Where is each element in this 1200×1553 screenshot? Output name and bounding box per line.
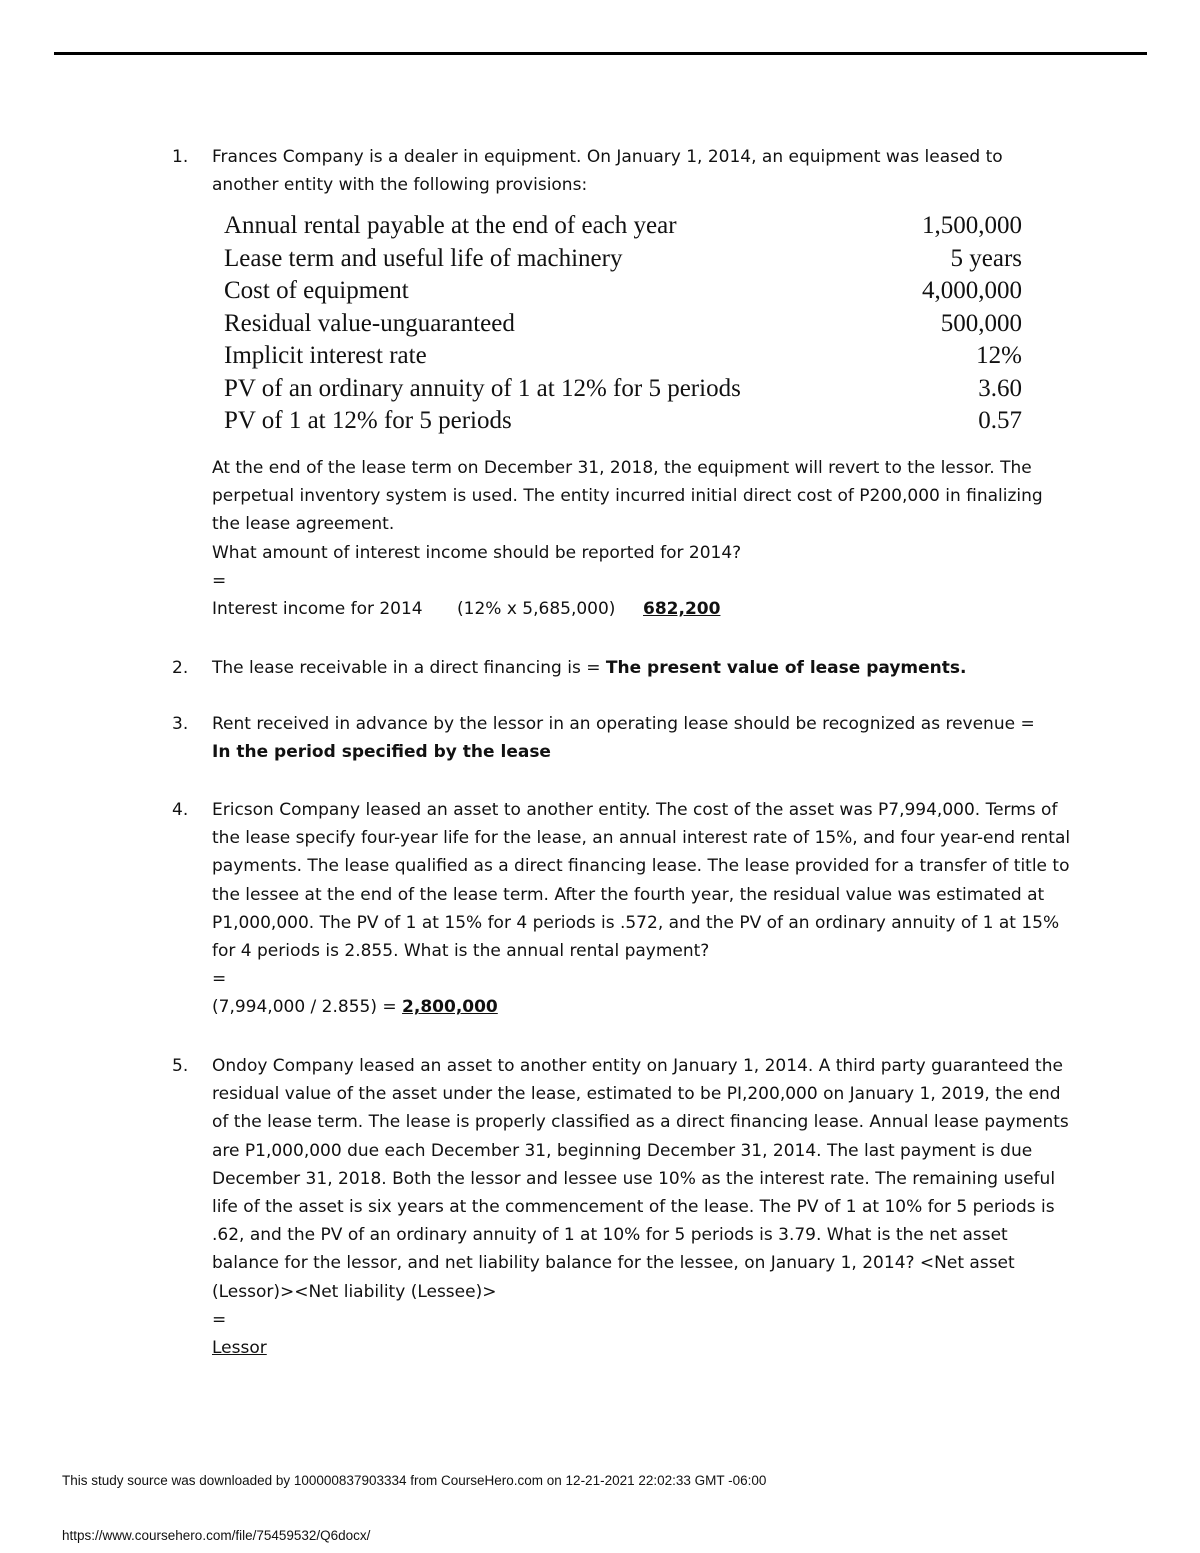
provision-label: Implicit interest rate: [224, 342, 427, 369]
provision-value: 3.60: [978, 374, 1022, 402]
question-prompt: What amount of interest income should be reported for 2014?: [212, 542, 742, 563]
provision-row: [224, 405, 1024, 438]
provision-value: 5 years: [950, 244, 1022, 272]
question-1: [172, 143, 1072, 199]
question-intro: Frances Company is a dealer in equipment. On January 1, 2014, an equipment was leased to another entity with the following provisions:: [212, 147, 1003, 196]
question-number: 1.: [172, 147, 189, 167]
calculation-label: Interest income for 2014: [212, 599, 423, 620]
provision-label: Cost of equipment: [224, 277, 409, 304]
question-number: 4.: [172, 800, 189, 820]
equals-sign: =: [212, 969, 227, 990]
provision-value: 4,000,000: [922, 277, 1022, 304]
question-text: Ondoy Company leased an asset to another entity on January 1, 2014. A third party guaranteed the residual value of the asset under the lease, estimated to be PI,200,000 on January 1, 2019, the end of the lease term. The lease is properly classified as a direct financing lease. Annual lease payments are P1,000,000 due each December 31, beginning December 31, 2014. The last payment is due December 31, 2018. Both the lessor and lessee use 10% as the interest rate. The remaining useful life of the asset is six years at the commencement of the lease. The PV of 1 at 10% for 5 periods is .62, and the PV of an ordinary annuity of 1 at 10% for 5 periods is 3.79. What is the net asset balance for the lessor, and net liability balance for the lessee, on January 1, 2014? <Net asset (Lessor)><Net liability (Lessee)>: [212, 1056, 1069, 1302]
lessor-subheading: Lessor: [212, 1338, 267, 1359]
download-notice: This study source was downloaded by 100000837903334 from CourseHero.com on 12-21-2021 22:02:33 GMT -06:00: [62, 1473, 767, 1488]
question-2: [172, 654, 1072, 682]
calculation-formula: (7,994,000 / 2.855) =: [212, 997, 403, 1018]
calculation-formula: (12% x 5,685,000): [457, 599, 616, 620]
provision-value: 500,000: [940, 309, 1022, 337]
answer-value: 2,800,000: [402, 997, 498, 1018]
answer-value: 682,200: [643, 599, 721, 620]
provision-row: [224, 340, 1024, 373]
provision-label: Lease term and useful life of machinery: [224, 244, 623, 272]
question-number: 2.: [172, 658, 189, 678]
question-number: 5.: [172, 1056, 189, 1076]
question-5: [172, 1052, 1072, 1362]
answer-text: In the period specified by the lease: [212, 742, 551, 763]
question-3: [172, 710, 1072, 766]
question-1-continued: [172, 454, 1072, 623]
answer-text: The present value of lease payments.: [605, 658, 967, 678]
question-text: Ericson Company leased an asset to another entity. The cost of the asset was P7,994,000. Terms of the lease specify four-year life for the lease, an annual interest rate of 15%, and four year-end rental payments. The lease qualified as a direct financing lease. The lease provided for a transfer of title to the lessee at the end of the lease term. After the fourth year, the residual value was estimated at P1,000,000. The PV of 1 at 15% for 4 periods is .572, and the PV of an ordinary annuity of 1 at 15% for 4 periods is 2.855. What is the annual rental payment?: [212, 800, 1071, 962]
provision-label: PV of 1 at 12% for 5 periods: [224, 407, 512, 434]
question-details: At the end of the lease term on December 31, 2018, the equipment will revert to the lessor. The perpetual inventory system is used. The entity incurred initial direct cost of P200,000 in finalizing the lease agreement.: [212, 458, 1043, 535]
provisions-table: [224, 210, 1024, 438]
question-4: [172, 796, 1072, 1022]
source-url[interactable]: https://www.coursehero.com/file/75459532/Q6docx/: [62, 1528, 371, 1543]
provision-row: [224, 373, 1024, 406]
provision-value: 12%: [976, 342, 1022, 369]
provision-label: PV of an ordinary annuity of 1 at 12% for 5 periods: [224, 374, 741, 402]
provision-label: Residual value-unguaranteed: [224, 309, 515, 337]
provision-row: [224, 308, 1024, 341]
provision-row: [224, 275, 1024, 308]
provision-value: 1,500,000: [922, 212, 1022, 239]
question-number: 3.: [172, 714, 189, 734]
question-text: Rent received in advance by the lessor in an operating lease should be recognized as revenue =: [212, 714, 1035, 734]
provision-value: 0.57: [978, 407, 1022, 434]
equals-sign: =: [212, 570, 227, 591]
top-rule: [54, 52, 1147, 55]
provision-label: Annual rental payable at the end of each year: [224, 212, 677, 239]
equals-sign: =: [212, 1309, 227, 1330]
provision-row: [224, 210, 1024, 243]
question-text: The lease receivable in a direct financing is =: [212, 658, 606, 678]
provision-row: [224, 243, 1024, 276]
calculation-line: [212, 595, 1072, 623]
